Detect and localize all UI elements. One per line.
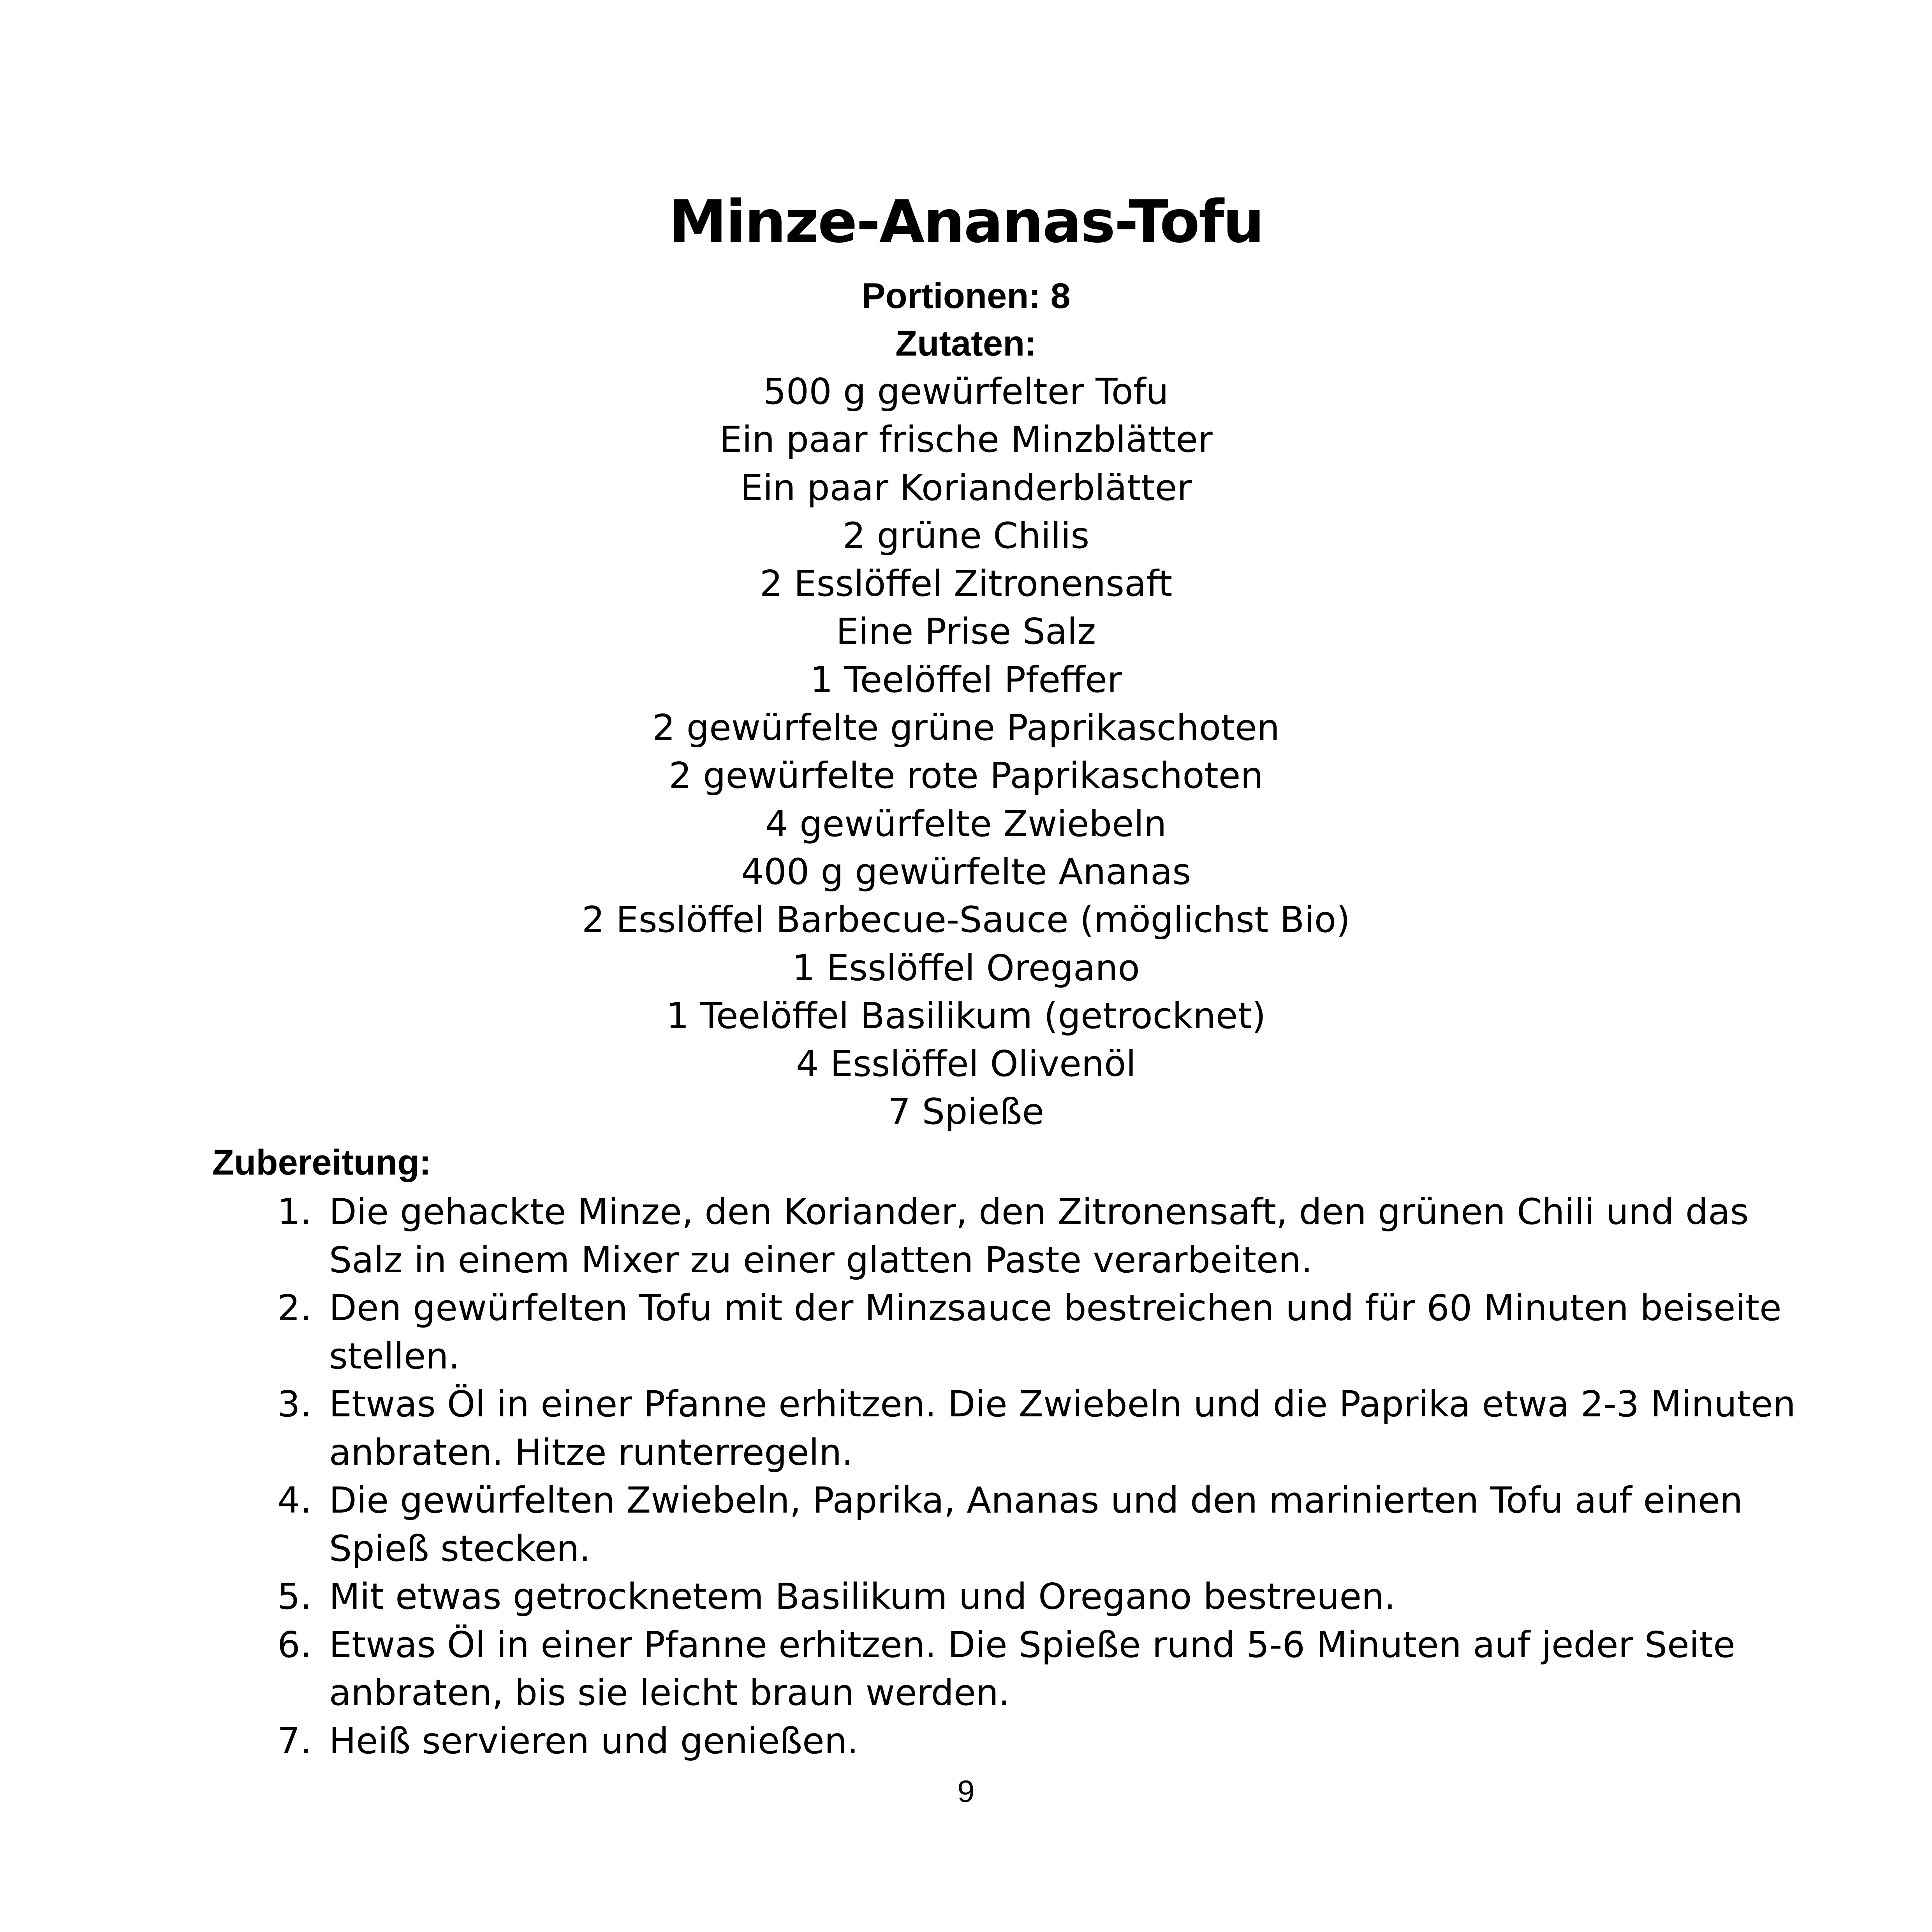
step-item	[269, 1476, 1826, 1573]
step-text: Etwas Öl in einer Pfanne erhitzen. Die Zwiebeln und die Paprika etwa 2-3 Minuten anbraten. Hitze runterregeln.	[329, 1383, 1796, 1473]
step-number: 2.	[277, 1287, 312, 1329]
step-number: 6.	[277, 1624, 312, 1666]
step-number: 7.	[277, 1720, 312, 1762]
step-number: 5.	[277, 1576, 312, 1617]
servings-label: Portionen: 8	[861, 276, 1071, 316]
ingredient-item: 1 Teelöffel Basilikum (getrocknet)	[666, 995, 1266, 1037]
step-text: Mit etwas getrocknetem Basilikum und Oregano bestreuen.	[329, 1576, 1396, 1617]
ingredient-item: Eine Prise Salz	[836, 611, 1096, 653]
step-number: 3.	[277, 1383, 312, 1425]
step-text: Die gehackte Minze, den Koriander, den Zitronensaft, den grünen Chili und das Salz in einem Mixer zu einer glatten Paste verarbeiten.	[329, 1191, 1749, 1281]
ingredient-item: 1 Teelöffel Pfeffer	[810, 659, 1122, 701]
ingredient-item: 1 Esslöffel Oregano	[792, 947, 1140, 989]
ingredient-item: Ein paar frische Minzblätter	[719, 419, 1213, 461]
step-text: Den gewürfelten Tofu mit der Minzsauce bestreichen und für 60 Minuten beiseite stellen.	[329, 1287, 1782, 1377]
step-number: 1.	[277, 1191, 312, 1233]
ingredient-item: 7 Spieße	[888, 1091, 1044, 1133]
step-text: Heiß servieren und genießen.	[329, 1720, 859, 1762]
ingredient-item: 400 g gewürfelte Ananas	[741, 851, 1191, 893]
step-item	[269, 1380, 1826, 1476]
ingredient-item: 2 Esslöffel Barbecue-Sauce (möglichst Bio)	[581, 899, 1351, 941]
step-text: Etwas Öl in einer Pfanne erhitzen. Die Spieße rund 5-6 Minuten auf jeder Seite anbraten, bis sie leicht braun werden.	[329, 1624, 1735, 1714]
step-text: Die gewürfelten Zwiebeln, Paprika, Ananas und den marinierten Tofu auf einen Spieß stecken.	[329, 1479, 1743, 1569]
preparation-steps	[269, 1188, 1826, 1765]
ingredient-item: 2 gewürfelte grüne Paprikaschoten	[652, 707, 1280, 749]
ingredient-item: 2 grüne Chilis	[842, 514, 1090, 557]
recipe-title: Minze-Ananas-Tofu	[669, 188, 1263, 256]
ingredient-item: 4 gewürfelte Zwiebeln	[765, 803, 1167, 845]
step-item	[269, 1621, 1826, 1717]
step-item	[269, 1717, 1826, 1765]
step-item	[269, 1188, 1826, 1284]
step-item	[269, 1573, 1826, 1621]
step-number: 4.	[277, 1479, 312, 1521]
ingredient-item: 2 Esslöffel Zitronensaft	[759, 563, 1173, 605]
page-number: 9	[957, 1774, 975, 1809]
ingredient-item: 2 gewürfelte rote Paprikaschoten	[669, 755, 1263, 797]
ingredients-heading: Zutaten:	[895, 324, 1037, 363]
ingredient-list	[0, 368, 1932, 1136]
step-item	[269, 1284, 1826, 1380]
ingredient-item: 500 g gewürfelter Tofu	[763, 371, 1169, 412]
ingredient-item: Ein paar Korianderblätter	[740, 467, 1192, 509]
preparation-heading: Zubereitung:	[212, 1143, 431, 1182]
ingredient-item: 4 Esslöffel Olivenöl	[796, 1043, 1136, 1085]
